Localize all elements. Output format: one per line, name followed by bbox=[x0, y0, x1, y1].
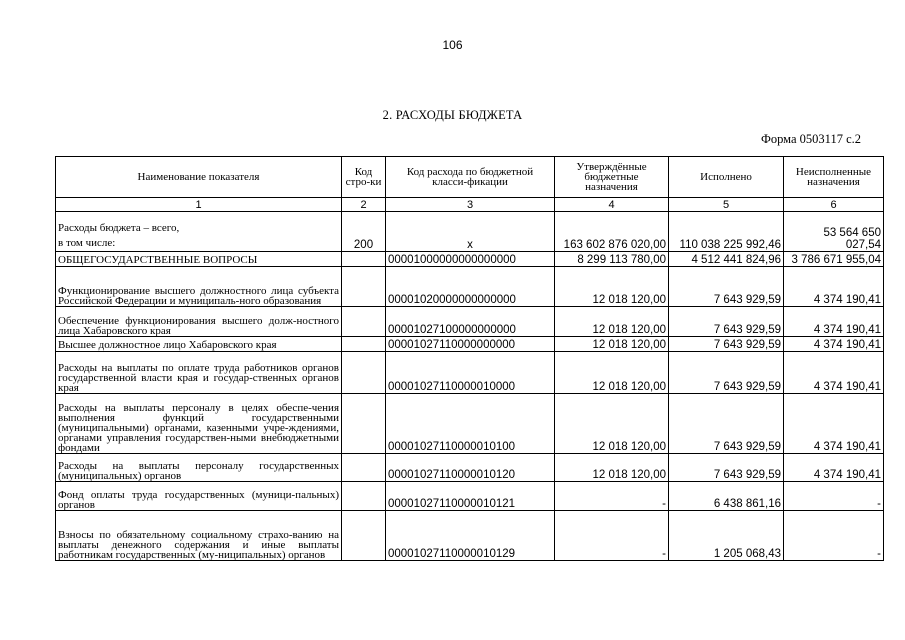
row-name: Взносы по обязательному социальному страхо-ванию на выплаты денежного содержания и иные выплаты работникам государственных (му-ниципальных) органов bbox=[56, 511, 342, 561]
row-name: Обеспечение функционирования высшего долж-ностного лица Хабаровского края bbox=[56, 307, 342, 337]
row-executed: 7 643 929,59 bbox=[669, 454, 784, 482]
row-approved: - bbox=[555, 482, 669, 511]
row-name: Фонд оплаты труда государственных (муници-пальных) органов bbox=[56, 482, 342, 511]
row-line-code bbox=[342, 352, 386, 394]
column-number: 1 bbox=[56, 198, 342, 212]
row-unexecuted: - bbox=[784, 511, 884, 561]
row-expense-code: 00001020000000000000 bbox=[386, 267, 555, 307]
column-number: 6 bbox=[784, 198, 884, 212]
table-row bbox=[56, 511, 884, 561]
row-approved: 12 018 120,00 bbox=[555, 394, 669, 454]
row-name: Функционирование высшего должностного лица субъекта Российской Федерации и муниципаль-ного образования bbox=[56, 267, 342, 307]
row-executed: 7 643 929,59 bbox=[669, 352, 784, 394]
row-executed: 110 038 225 992,46 bbox=[669, 212, 784, 252]
row-unexecuted: 4 374 190,41 bbox=[784, 454, 884, 482]
header-row bbox=[56, 157, 884, 198]
row-name: Расходы на выплаты персоналу в целях обеспе-чения выполнения функций государственными (муниципальными) органами, казенными учре-ждениями, органами управления государствен-ными внебюджетными фондами bbox=[56, 394, 342, 454]
page-number: 106 bbox=[442, 38, 463, 52]
row-line-code: 200 bbox=[342, 212, 386, 252]
row-unexecuted: 4 374 190,41 bbox=[784, 337, 884, 352]
row-executed: 7 643 929,59 bbox=[669, 307, 784, 337]
row-name: Расходы на выплаты персоналу государственных (муниципальных) органов bbox=[56, 454, 342, 482]
row-unexecuted: - bbox=[784, 482, 884, 511]
row-expense-code: 00001027110000000000 bbox=[386, 337, 555, 352]
column-number: 4 bbox=[555, 198, 669, 212]
row-expense-code: 00001027110000010120 bbox=[386, 454, 555, 482]
header-unexecuted: Неисполненные назначения bbox=[784, 157, 884, 198]
row-unexecuted: 4 374 190,41 bbox=[784, 307, 884, 337]
row-expense-code: 00001027110000010129 bbox=[386, 511, 555, 561]
header-approved: Утверждённые бюджетные назначения bbox=[555, 157, 669, 198]
row-executed: 6 438 861,16 bbox=[669, 482, 784, 511]
row-executed: 1 205 068,43 bbox=[669, 511, 784, 561]
column-number-row bbox=[56, 198, 884, 212]
row-name: Высшее должностное лицо Хабаровского края bbox=[56, 337, 342, 352]
row-approved: 12 018 120,00 bbox=[555, 307, 669, 337]
table-row bbox=[56, 267, 884, 307]
row-line-code bbox=[342, 511, 386, 561]
total-name-line1: Расходы бюджета – всего, bbox=[58, 222, 180, 234]
row-executed: 4 512 441 824,96 bbox=[669, 252, 784, 267]
row-approved: 8 299 113 780,00 bbox=[555, 252, 669, 267]
row-expense-code: 00001027100000000000 bbox=[386, 307, 555, 337]
row-executed: 7 643 929,59 bbox=[669, 394, 784, 454]
section-title: 2. РАСХОДЫ БЮДЖЕТА bbox=[382, 108, 523, 122]
row-line-code bbox=[342, 454, 386, 482]
header-indicator-name: Наименование показателя bbox=[56, 157, 342, 198]
header-line-code: Код стро-ки bbox=[342, 157, 386, 198]
table-row bbox=[56, 352, 884, 394]
row-line-code bbox=[342, 394, 386, 454]
row-unexecuted: 4 374 190,41 bbox=[784, 352, 884, 394]
row-executed: 7 643 929,59 bbox=[669, 267, 784, 307]
row-name: Расходы на выплаты по оплате труда работников органов государственной власти края и государ-ственных органов края bbox=[56, 352, 342, 394]
column-number: 3 bbox=[386, 198, 555, 212]
row-approved: 12 018 120,00 bbox=[555, 337, 669, 352]
row-unexecuted: 4 374 190,41 bbox=[784, 394, 884, 454]
table-row bbox=[56, 482, 884, 511]
row-line-code bbox=[342, 337, 386, 352]
row-expense-code: 00001027110000010100 bbox=[386, 394, 555, 454]
header-executed: Исполнено bbox=[669, 157, 784, 198]
row-name bbox=[56, 212, 342, 252]
table-row bbox=[56, 394, 884, 454]
row-unexecuted: 53 564 650 027,54 bbox=[784, 212, 884, 252]
row-approved: 163 602 876 020,00 bbox=[555, 212, 669, 252]
row-expense-code: 00001027110000010121 bbox=[386, 482, 555, 511]
row-approved: 12 018 120,00 bbox=[555, 352, 669, 394]
row-approved: - bbox=[555, 511, 669, 561]
row-name: ОБЩЕГОСУДАРСТВЕННЫЕ ВОПРОСЫ bbox=[56, 252, 342, 267]
column-number: 2 bbox=[342, 198, 386, 212]
row-line-code bbox=[342, 482, 386, 511]
row-expense-code: x bbox=[386, 212, 555, 252]
table-row bbox=[56, 454, 884, 482]
row-executed: 7 643 929,59 bbox=[669, 337, 784, 352]
total-name-line2: в том числе: bbox=[58, 237, 116, 249]
row-unexecuted: 3 786 671 955,04 bbox=[784, 252, 884, 267]
row-expense-code: 00001000000000000000 bbox=[386, 252, 555, 267]
table-row bbox=[56, 307, 884, 337]
table-row-total bbox=[56, 212, 884, 252]
expenditure-table bbox=[55, 156, 884, 561]
column-number: 5 bbox=[669, 198, 784, 212]
table-row bbox=[56, 337, 884, 352]
header-expense-code: Код расхода по бюджетной класси-фикации bbox=[386, 157, 555, 198]
row-unexecuted: 4 374 190,41 bbox=[784, 267, 884, 307]
row-approved: 12 018 120,00 bbox=[555, 267, 669, 307]
table-row bbox=[56, 252, 884, 267]
row-approved: 12 018 120,00 bbox=[555, 454, 669, 482]
row-expense-code: 00001027110000010000 bbox=[386, 352, 555, 394]
row-line-code bbox=[342, 307, 386, 337]
row-line-code bbox=[342, 267, 386, 307]
row-line-code bbox=[342, 252, 386, 267]
form-code: Форма 0503117 с.2 bbox=[760, 132, 861, 146]
